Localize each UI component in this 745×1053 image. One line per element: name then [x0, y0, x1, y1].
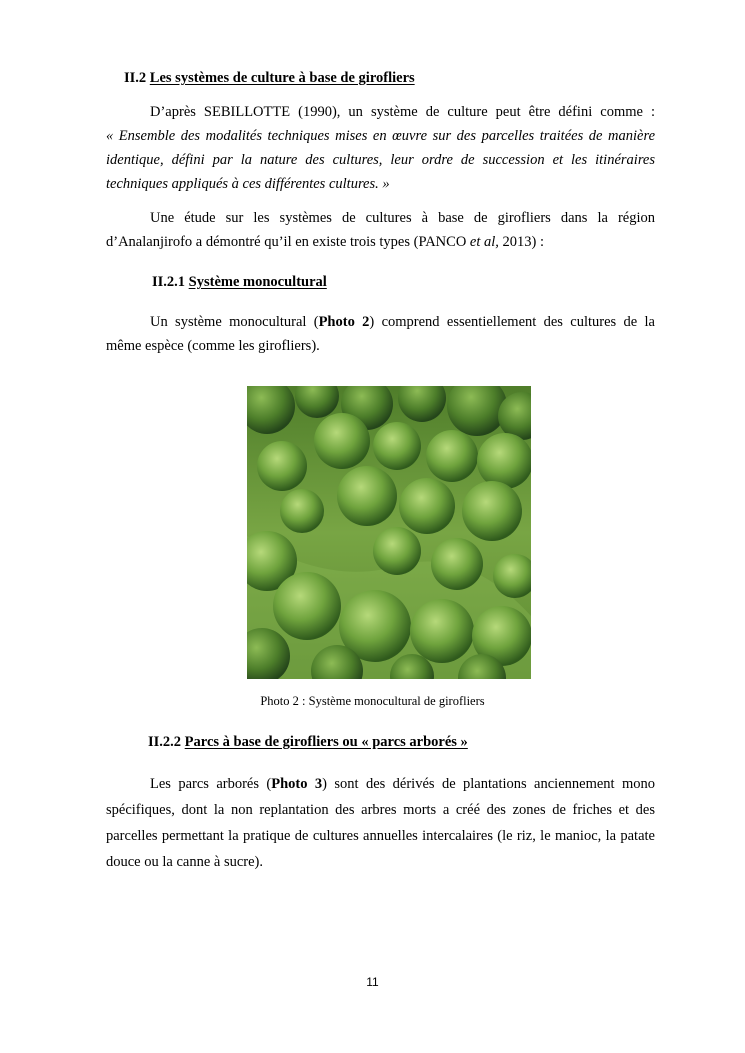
subsection-title: Parcs à base de girofliers ou « parcs arborés » — [184, 734, 468, 750]
subsection-number: II.2.1 — [152, 274, 186, 290]
parcs-text-end: ) sont des dérivés de plantations anciennement mono spécifiques, dont la non replantation des arbres morts a créé des zones de friches et des parcelles permettant la pratique de cultures annuelles intercalaires (le riz, le manioc, la patate douce ou la canne à sucre). — [106, 776, 656, 870]
subsection-heading-parcs — [148, 734, 468, 751]
intro-study-paragraph — [106, 206, 655, 254]
parcs-paragraph — [106, 771, 655, 875]
section-number: II.2 — [124, 70, 147, 86]
definition-quote: « Ensemble des modalités techniques mises en œuvre sur des parcelles traitées de manière identique, défini par la nature des cultures, leur ordre de succession et les itinéraires techniques appliqués à ces différentes cultures. » — [106, 128, 655, 192]
subsection-number: II.2.2 — [148, 734, 182, 750]
intro-lead-paragraph — [106, 100, 655, 124]
photo-3-reference: Photo 3 — [271, 776, 323, 792]
photo-caption: Photo 2 : Système monocultural de girofliers — [260, 694, 485, 708]
subsection-title: Système monocultural — [188, 274, 327, 290]
study-et-al: et al, — [469, 234, 499, 250]
intro-quote-paragraph — [106, 124, 655, 196]
study-end: 2013) : — [502, 234, 545, 250]
mono-text-end: ) comprend essentiellement des cultures de la même espèce (comme les girofliers). — [106, 314, 655, 354]
section-title: Les systèmes de culture à base de girofliers — [149, 70, 415, 86]
page-number: 11 — [366, 975, 379, 989]
intro-lead-text: D’après SEBILLOTTE (1990), un système de culture peut être défini comme : — [150, 104, 655, 120]
section-heading — [124, 70, 415, 87]
photo-2-reference: Photo 2 — [318, 314, 370, 330]
monocultural-paragraph — [106, 310, 655, 358]
study-text: Une étude sur les systèmes de cultures à base de girofliers dans la région d’Analanjirofo a démontré qu’il en existe trois types (PANCO — [106, 210, 655, 250]
clove-tree-photo — [247, 386, 531, 679]
parcs-text-start: Les parcs arborés ( — [150, 776, 272, 792]
mono-text-start: Un système monocultural ( — [150, 314, 319, 330]
subsection-heading-monocultural — [152, 274, 327, 291]
